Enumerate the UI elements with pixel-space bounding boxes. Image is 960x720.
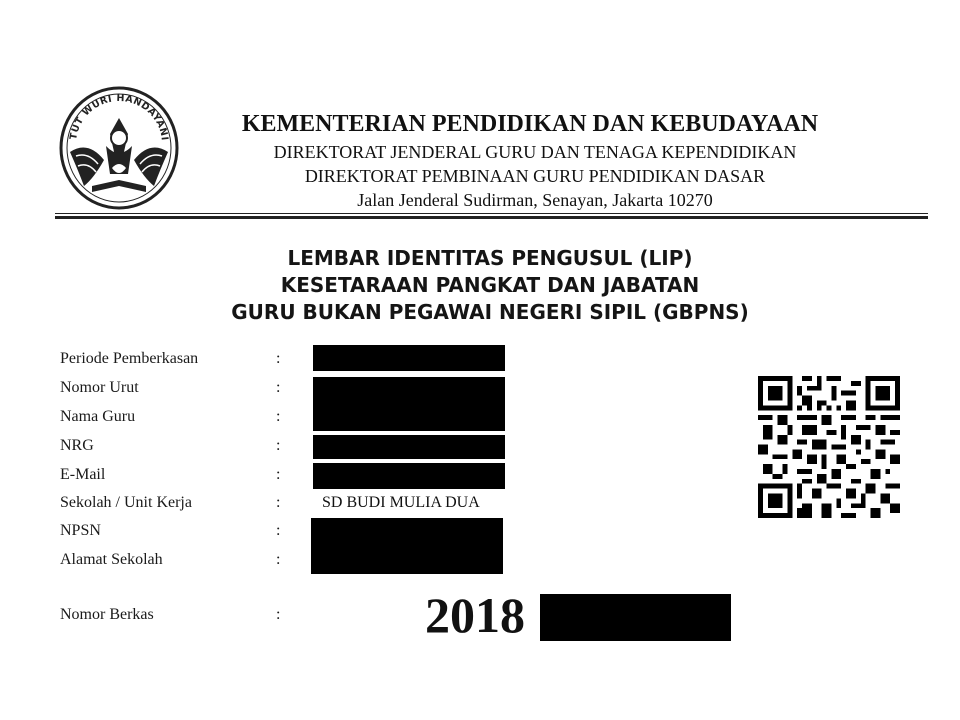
colon: : <box>276 437 281 454</box>
document-title-line-2: KESETARAAN PANGKAT DAN JABATAN <box>280 273 700 297</box>
document-title-line-3: GURU BUKAN PEGAWAI NEGERI SIPIL (GBPNS) <box>231 300 749 324</box>
sekolah-value: SD BUDI MULIA DUA <box>322 494 480 511</box>
colon: : <box>276 522 281 539</box>
colon: : <box>276 408 281 425</box>
colon: : <box>276 606 281 623</box>
email-label: E-Mail <box>60 466 106 483</box>
qr-code-icon <box>758 376 900 518</box>
nomor-berkas-label: Nomor Berkas <box>60 606 154 623</box>
directorate-general: DIREKTORAT JENDERAL GURU DAN TENAGA KEPENDIDIKAN <box>273 142 797 162</box>
header-divider <box>55 213 928 219</box>
nomor-urut-label: Nomor Urut <box>60 379 139 396</box>
sekolah-label: Sekolah / Unit Kerja <box>60 494 192 511</box>
ministry-name: KEMENTERIAN PENDIDIKAN DAN KEBUDAYAAN <box>241 111 819 137</box>
nomor-berkas-year: 2018 <box>425 587 525 643</box>
periode-label: Periode Pemberkasan <box>60 350 199 367</box>
address: Jalan Jenderal Sudirman, Senayan, Jakarta 10270 <box>357 190 713 210</box>
npsn-alamat-redacted <box>311 518 503 574</box>
nama-guru-label: Nama Guru <box>60 408 136 425</box>
nrg-redacted <box>313 435 505 459</box>
periode-redacted <box>313 345 505 371</box>
colon: : <box>276 379 281 396</box>
nomor-urut-nama-redacted <box>313 377 505 431</box>
colon: : <box>276 350 281 367</box>
document-title-line-1: LEMBAR IDENTITAS PENGUSUL (LIP) <box>287 246 693 270</box>
alamat-label: Alamat Sekolah <box>60 551 163 568</box>
tut-wuri-handayani-logo <box>54 82 184 214</box>
email-redacted <box>313 463 505 489</box>
npsn-label: NPSN <box>60 522 101 539</box>
colon: : <box>276 466 281 483</box>
logo-motto: TUT WURI HANDAYANI <box>68 92 170 142</box>
colon: : <box>276 551 281 568</box>
nomor-berkas-redacted <box>540 594 731 641</box>
colon: : <box>276 494 281 511</box>
directorate: DIREKTORAT PEMBINAAN GURU PENDIDIKAN DASAR <box>304 166 766 186</box>
nrg-label: NRG <box>60 437 94 454</box>
